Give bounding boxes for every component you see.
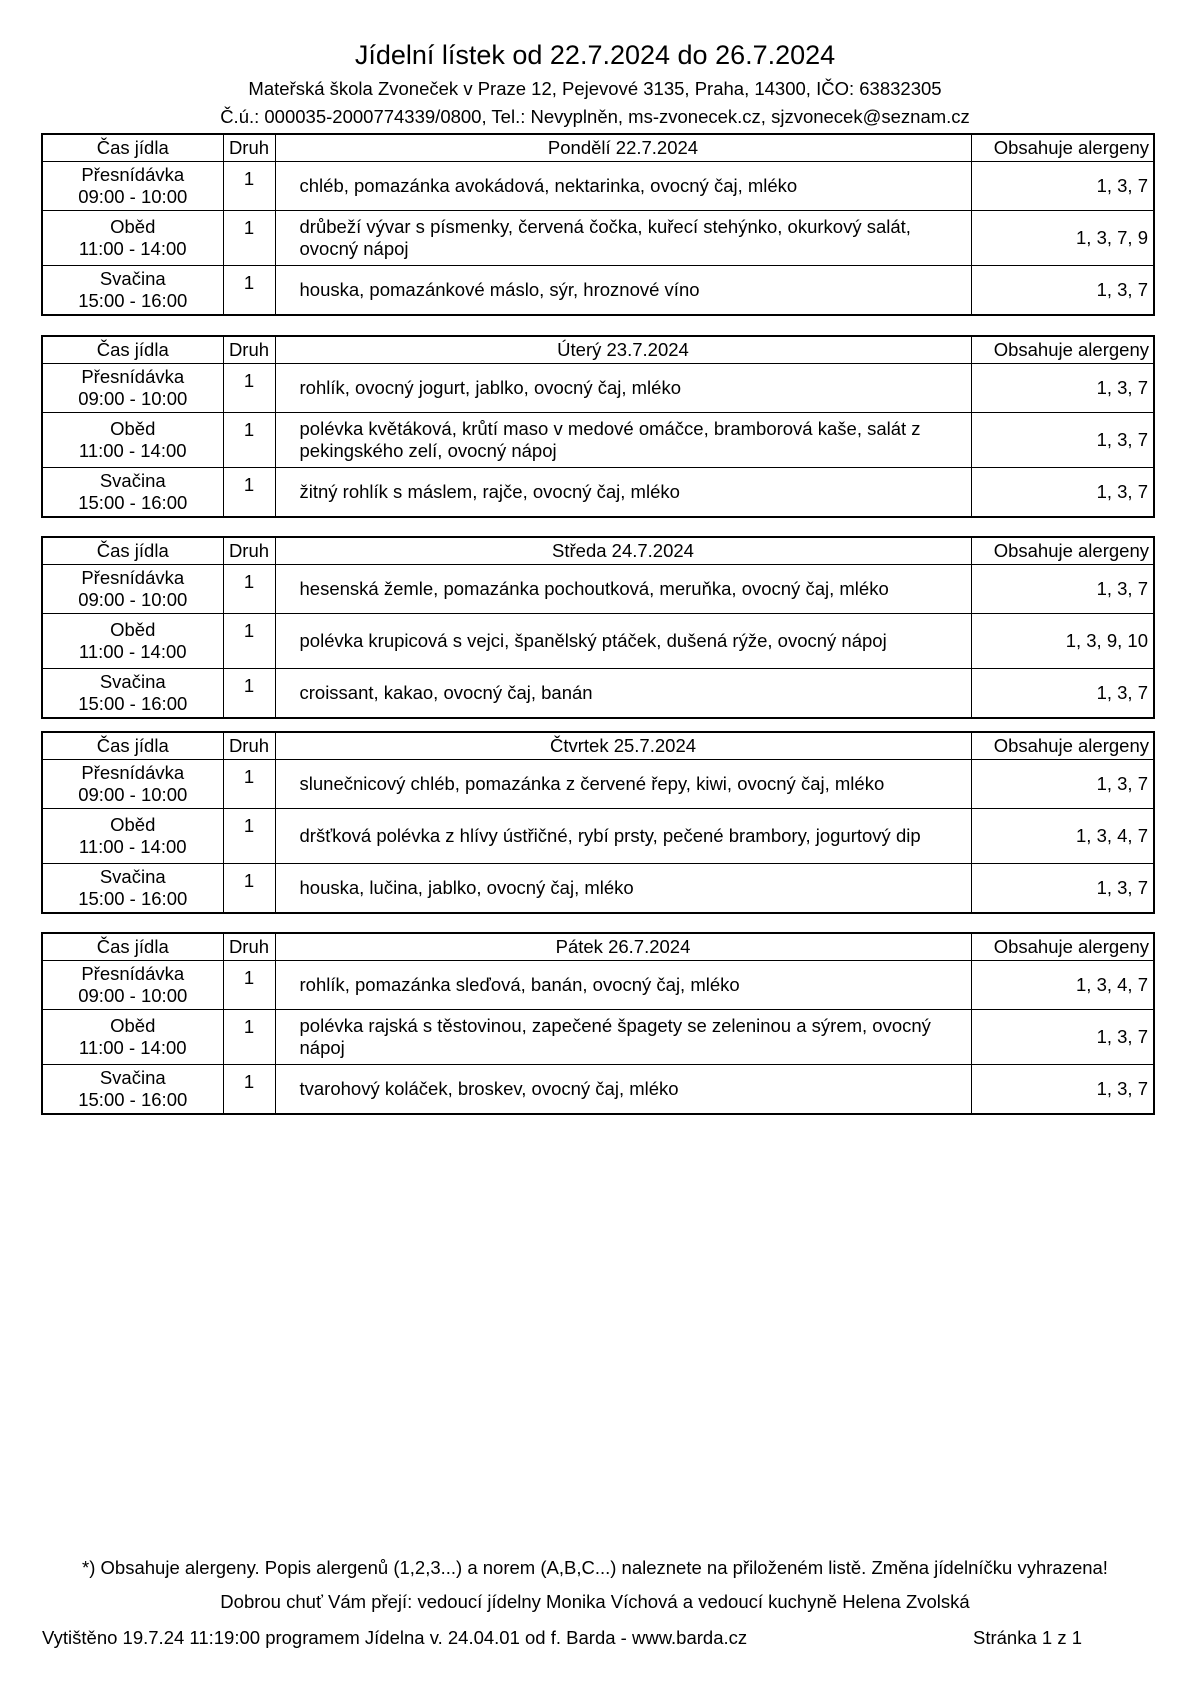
meal-description: rohlík, ovocný jogurt, jablko, ovocný čaj, mléko	[275, 364, 971, 413]
meal-time: 09:00 - 10:00	[78, 388, 188, 409]
day-menu-table	[41, 731, 1155, 914]
meal-druh: 1	[223, 162, 275, 211]
header-time: Čas jídla	[42, 537, 223, 565]
meal-time: 15:00 - 16:00	[78, 1089, 188, 1110]
header-allergens: Obsahuje alergeny	[971, 134, 1154, 162]
meal-row	[42, 669, 1154, 719]
meal-druh: 1	[223, 565, 275, 614]
meal-allergens: 1, 3, 7	[971, 1065, 1154, 1115]
meal-time: 09:00 - 10:00	[78, 589, 188, 610]
day-menu-table	[41, 536, 1155, 719]
meal-druh: 1	[223, 266, 275, 316]
meal-time: 15:00 - 16:00	[78, 888, 188, 909]
header-allergens: Obsahuje alergeny	[971, 933, 1154, 961]
meal-allergens: 1, 3, 7	[971, 468, 1154, 518]
meal-time: 11:00 - 14:00	[78, 836, 187, 857]
day-menu-table	[41, 932, 1155, 1115]
meal-description: tvarohový koláček, broskev, ovocný čaj, mléko	[275, 1065, 971, 1115]
meal-time-cell	[42, 1065, 223, 1115]
meal-name: Svačina	[99, 671, 166, 692]
header-time: Čas jídla	[42, 732, 223, 760]
meal-time: 09:00 - 10:00	[78, 784, 188, 805]
meal-time-cell	[42, 211, 223, 266]
meal-allergens: 1, 3, 7	[971, 266, 1154, 316]
meal-row	[42, 266, 1154, 316]
meal-time-cell	[42, 266, 223, 316]
header-day: Čtvrtek 25.7.2024	[275, 732, 971, 760]
header-time: Čas jídla	[42, 336, 223, 364]
meal-time: 09:00 - 10:00	[78, 985, 188, 1006]
meal-row	[42, 364, 1154, 413]
meal-allergens: 1, 3, 7	[971, 364, 1154, 413]
meal-time-cell	[42, 565, 223, 614]
meal-druh: 1	[223, 413, 275, 468]
meal-name: Svačina	[99, 866, 166, 887]
meal-description: žitný rohlík s máslem, rajče, ovocný čaj, mléko	[275, 468, 971, 518]
meal-allergens: 1, 3, 7	[971, 669, 1154, 719]
page-title: Jídelní lístek od 22.7.2024 do 26.7.2024	[354, 40, 836, 70]
meal-time: 11:00 - 14:00	[78, 1037, 187, 1058]
meal-druh: 1	[223, 468, 275, 518]
meal-description: slunečnicový chléb, pomazánka z červené řepy, kiwi, ovocný čaj, mléko	[275, 760, 971, 809]
menu-table	[41, 932, 1155, 1115]
header-druh: Druh	[223, 933, 275, 961]
header-day: Úterý 23.7.2024	[275, 336, 971, 364]
meal-druh: 1	[223, 1010, 275, 1065]
header-allergens: Obsahuje alergeny	[971, 537, 1154, 565]
print-info: Vytištěno 19.7.24 11:19:00 programem Jídelna v. 24.04.01 od f. Barda - www.barda.cz	[42, 1627, 748, 1648]
meal-time-cell	[42, 669, 223, 719]
header-row	[42, 134, 1154, 162]
header-druh: Druh	[223, 732, 275, 760]
meal-allergens: 1, 3, 7, 9	[971, 211, 1154, 266]
menu-table	[41, 133, 1155, 316]
meal-allergens: 1, 3, 7	[971, 413, 1154, 468]
meal-time-cell	[42, 413, 223, 468]
meal-row	[42, 162, 1154, 211]
menu-table	[41, 335, 1155, 518]
header-allergens: Obsahuje alergeny	[971, 732, 1154, 760]
meal-description: houska, pomazánkové máslo, sýr, hroznové víno	[275, 266, 971, 316]
header-druh: Druh	[223, 134, 275, 162]
meal-druh: 1	[223, 961, 275, 1010]
header-day: Pátek 26.7.2024	[275, 933, 971, 961]
meal-row	[42, 468, 1154, 518]
meal-name: Svačina	[99, 268, 166, 289]
meal-row	[42, 1065, 1154, 1115]
meal-druh: 1	[223, 614, 275, 669]
meal-time-cell	[42, 468, 223, 518]
menu-table	[41, 536, 1155, 719]
contact-info: Č.ú.: 000035-2000774339/0800, Tel.: Nevyplněn, ms-zvonecek.cz, sjzvonecek@seznam.cz	[220, 106, 970, 127]
header-row	[42, 336, 1154, 364]
meal-allergens: 1, 3, 7	[971, 162, 1154, 211]
header-day: Středa 24.7.2024	[275, 537, 971, 565]
meal-time: 11:00 - 14:00	[78, 641, 187, 662]
meal-description: houska, lučina, jablko, ovocný čaj, mléko	[275, 864, 971, 914]
header-time: Čas jídla	[42, 134, 223, 162]
meal-row	[42, 760, 1154, 809]
header-row	[42, 933, 1154, 961]
meal-name: Oběd	[110, 216, 156, 237]
meal-row	[42, 1010, 1154, 1065]
meal-allergens: 1, 3, 7	[971, 1010, 1154, 1065]
meal-name: Oběd	[110, 418, 156, 439]
header-time: Čas jídla	[42, 933, 223, 961]
meal-time-cell	[42, 162, 223, 211]
header-druh: Druh	[223, 537, 275, 565]
meal-druh: 1	[223, 669, 275, 719]
day-menu-table	[41, 133, 1155, 316]
meal-name: Oběd	[110, 1015, 156, 1036]
meal-druh: 1	[223, 211, 275, 266]
meal-description: chléb, pomazánka avokádová, nektarinka, ovocný čaj, mléko	[275, 162, 971, 211]
meal-row	[42, 961, 1154, 1010]
meal-description: polévka krupicová s vejci, španělský ptáček, dušená rýže, ovocný nápoj	[275, 614, 971, 669]
meal-row	[42, 565, 1154, 614]
meal-description: polévka květáková, krůtí maso v medové omáčce, bramborová kaše, salát z pekingského zelí, ovocný nápoj	[275, 413, 971, 468]
meal-row	[42, 211, 1154, 266]
meal-time-cell	[42, 1010, 223, 1065]
meal-time-cell	[42, 614, 223, 669]
meal-time: 11:00 - 14:00	[78, 440, 187, 461]
header-day: Pondělí 22.7.2024	[275, 134, 971, 162]
header-druh: Druh	[223, 336, 275, 364]
meal-time: 15:00 - 16:00	[78, 290, 188, 311]
meal-name: Oběd	[110, 619, 156, 640]
meal-row	[42, 809, 1154, 864]
meal-name: Přesnídávka	[81, 963, 185, 984]
meal-time: 09:00 - 10:00	[78, 186, 188, 207]
meal-row	[42, 864, 1154, 914]
page-number: Stránka 1 z 1	[973, 1627, 1083, 1648]
meal-name: Přesnídávka	[81, 366, 185, 387]
meal-allergens: 1, 3, 9, 10	[971, 614, 1154, 669]
meal-name: Přesnídávka	[81, 164, 185, 185]
header-row	[42, 537, 1154, 565]
meal-time-cell	[42, 961, 223, 1010]
allergen-note: *) Obsahuje alergeny. Popis alergenů (1,2,3...) a norem (A,B,C...) naleznete na přiloženém listě. Změna jídelníčku vyhrazena!	[82, 1557, 1108, 1578]
meal-time: 15:00 - 16:00	[78, 693, 188, 714]
meal-allergens: 1, 3, 4, 7	[971, 961, 1154, 1010]
meal-time-cell	[42, 864, 223, 914]
meal-description: drůbeží vývar s písmenky, červená čočka, kuřecí stehýnko, okurkový salát, ovocný nápoj	[275, 211, 971, 266]
meal-druh: 1	[223, 809, 275, 864]
meal-druh: 1	[223, 760, 275, 809]
meal-druh: 1	[223, 1065, 275, 1115]
greeting: Dobrou chuť Vám přejí: vedoucí jídelny Monika Víchová a vedoucí kuchyně Helena Zvolská	[220, 1591, 970, 1612]
meal-time-cell	[42, 809, 223, 864]
meal-name: Svačina	[99, 470, 166, 491]
menu-table	[41, 731, 1155, 914]
meal-allergens: 1, 3, 7	[971, 565, 1154, 614]
meal-time-cell	[42, 760, 223, 809]
meal-name: Svačina	[99, 1067, 166, 1088]
meal-description: rohlík, pomazánka sleďová, banán, ovocný čaj, mléko	[275, 961, 971, 1010]
meal-time: 11:00 - 14:00	[78, 238, 187, 259]
meal-druh: 1	[223, 364, 275, 413]
meal-druh: 1	[223, 864, 275, 914]
meal-time: 15:00 - 16:00	[78, 492, 188, 513]
meal-description: hesenská žemle, pomazánka pochoutková, meruňka, ovocný čaj, mléko	[275, 565, 971, 614]
meal-allergens: 1, 3, 4, 7	[971, 809, 1154, 864]
meal-row	[42, 413, 1154, 468]
header-allergens: Obsahuje alergeny	[971, 336, 1154, 364]
school-info: Mateřská škola Zvoneček v Praze 12, Pejevové 3135, Praha, 14300, IČO: 63832305	[248, 78, 942, 99]
meal-name: Oběd	[110, 814, 156, 835]
meal-time-cell	[42, 364, 223, 413]
meal-description: polévka rajská s těstovinou, zapečené špagety se zeleninou a sýrem, ovocný nápoj	[275, 1010, 971, 1065]
day-menu-table	[41, 335, 1155, 518]
meal-name: Přesnídávka	[81, 762, 185, 783]
meal-allergens: 1, 3, 7	[971, 864, 1154, 914]
meal-name: Přesnídávka	[81, 567, 185, 588]
header-row	[42, 732, 1154, 760]
meal-description: croissant, kakao, ovocný čaj, banán	[275, 669, 971, 719]
meal-description: dršťková polévka z hlívy ústřičné, rybí prsty, pečené brambory, jogurtový dip	[275, 809, 971, 864]
meal-allergens: 1, 3, 7	[971, 760, 1154, 809]
meal-row	[42, 614, 1154, 669]
